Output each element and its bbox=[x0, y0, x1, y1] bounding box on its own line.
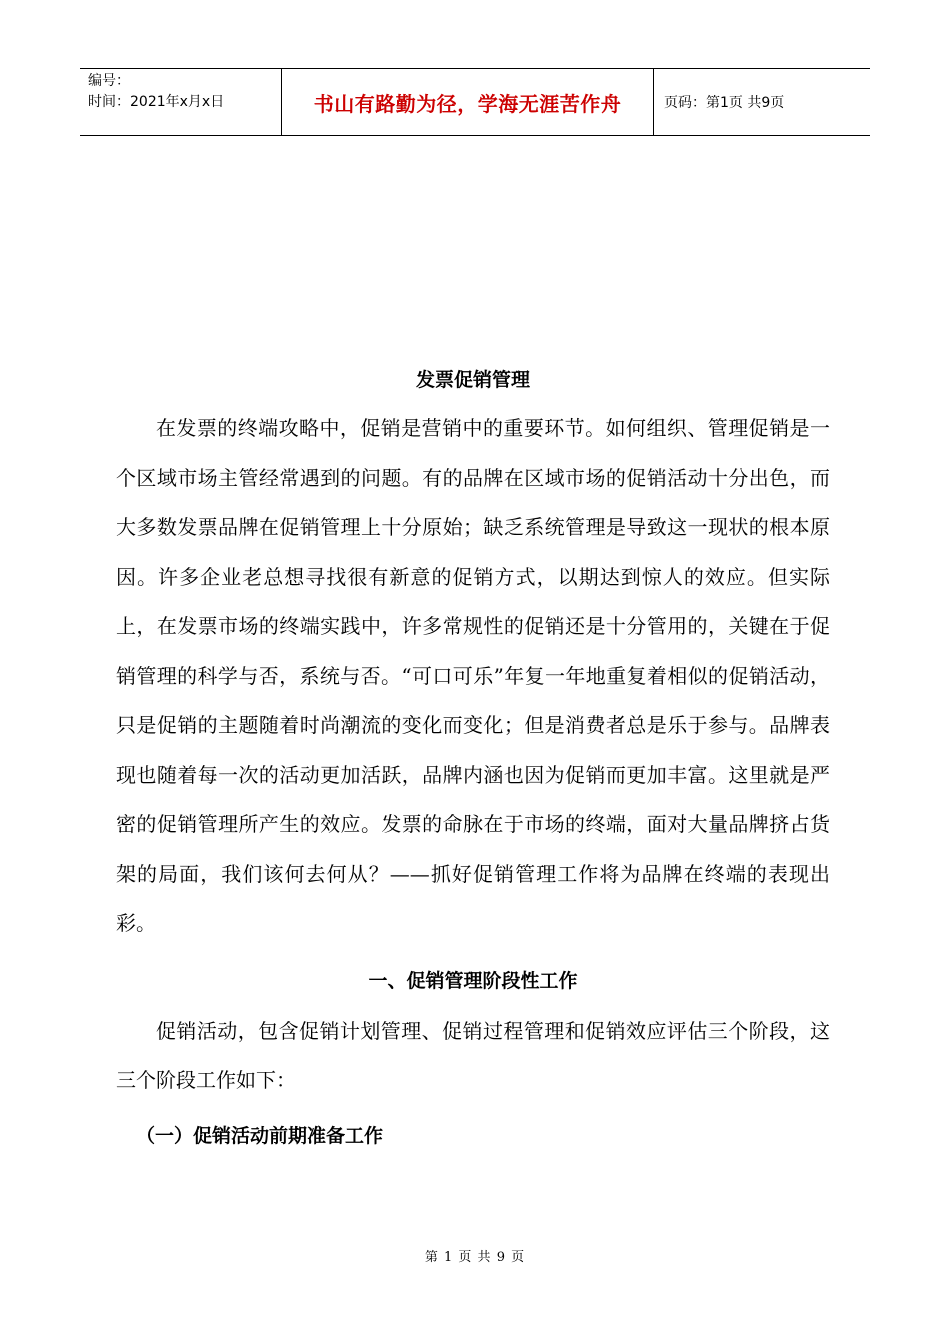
document-body bbox=[116, 360, 830, 1156]
document-number-label: 编号： bbox=[88, 73, 130, 89]
section-heading: 一、促销管理阶段性工作 bbox=[368, 969, 578, 992]
document-title: 发票促销管理 bbox=[415, 369, 530, 391]
header-meta bbox=[80, 69, 282, 135]
page-header bbox=[80, 68, 870, 136]
document-time-label: 时间：2021年x月x日 bbox=[88, 94, 225, 110]
header-page-info: 页码：第1页 共9页 bbox=[664, 95, 785, 111]
subsection-heading: （一）促销活动前期准备工作 bbox=[136, 1124, 384, 1147]
intro-paragraph: 在发票的终端攻略中，促销是营销中的重要环节。如何组织、管理促销是一个区域市场主管经常遇到的问题。有的品牌在区域市场的促销活动十分出色，而大多数发票品牌在促销管理上十分原始；缺乏系统管理是导致这一现状的根本原因。许多企业老总想寻找很有新意的促销方式，以期达到惊人的效应。但实际上，在发票市场的终端实践中，许多常规性的促销还是十分管用的，关键在于促销管理的科学与否，系统与否。“可口可乐”年复一年地重复着相似的促销活动，只是促销的主题随着时尚潮流的变化而变化；但是消费者总是乐于参与。品牌表现也随着每一次的活动更加活跃，品牌内涵也因为促销而更加丰富。这里就是严密的促销管理所产生的效应。发票的命脉在于市场的终端，面对大量品牌挤占货架的局面，我们该何去何从？——抓好促销管理工作将为品牌在终端的表现出彩。 bbox=[116, 416, 830, 935]
section-paragraph: 促销活动，包含促销计划管理、促销过程管理和促销效应评估三个阶段，这三个阶段工作如下： bbox=[116, 1018, 830, 1092]
header-motto: 书山有路勤为径，学海无涯苦作舟 bbox=[282, 69, 654, 135]
page-footer: 第 1 页 共 9 页 bbox=[424, 1250, 526, 1265]
